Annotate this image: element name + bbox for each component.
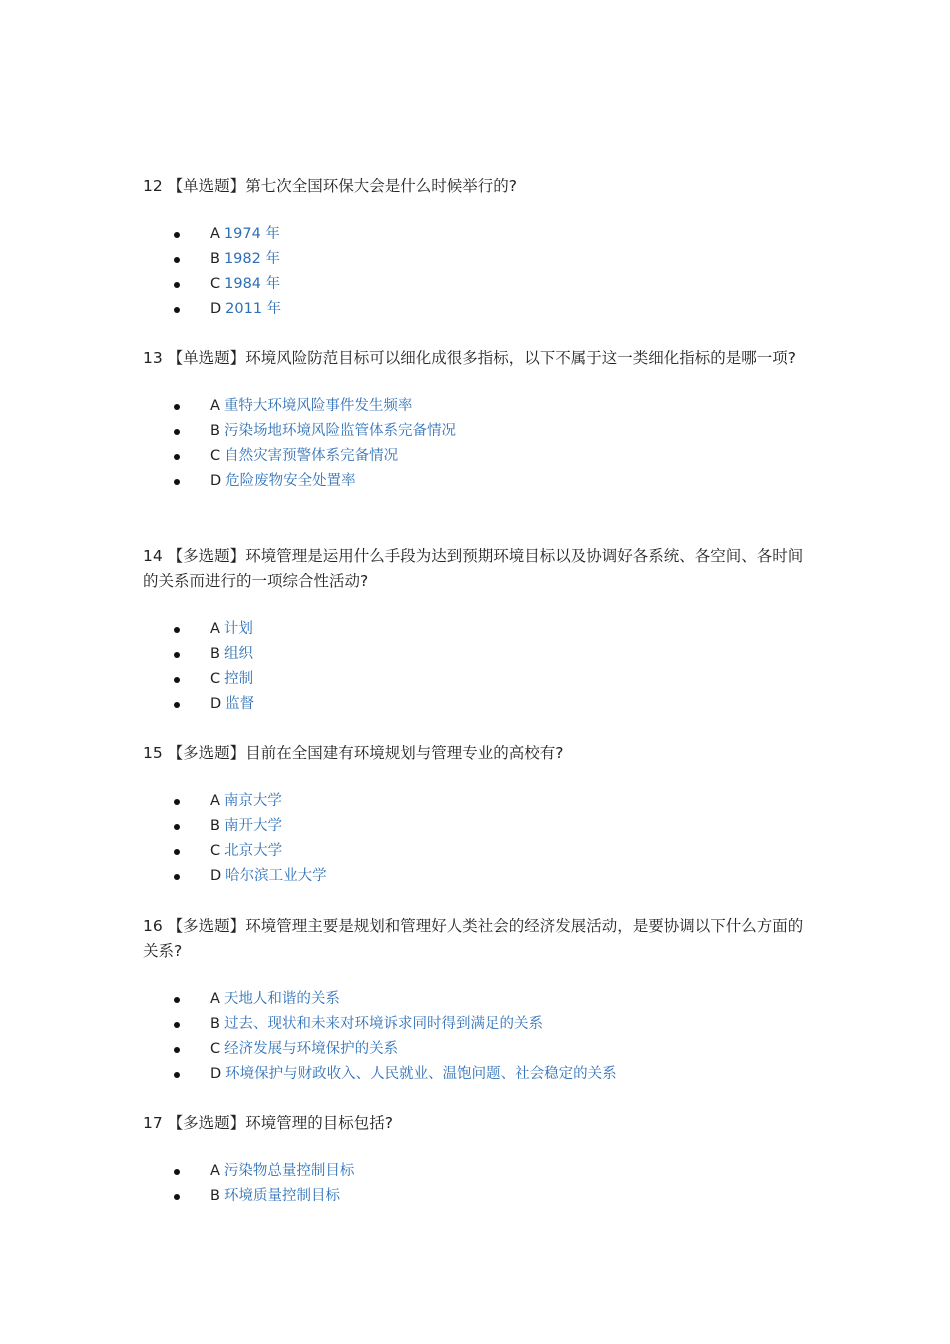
question-type: 【多选题】 [167, 1114, 246, 1132]
question-stem: 第七次全国环保大会是什么时候举行的? [245, 177, 517, 195]
question-stem: 环境管理是运用什么手段为达到预期环境目标以及协调好各系统、各空间、各时间的关系而进行的一项综合性活动? [143, 547, 804, 590]
question-type: 【单选题】 [167, 177, 246, 195]
option-link[interactable]: 环境质量控制目标 [223, 1188, 340, 1204]
question-14 [143, 544, 808, 717]
bullet-icon [174, 874, 180, 880]
list-item[interactable] [143, 1062, 808, 1087]
bullet-icon [174, 799, 180, 805]
list-item[interactable] [143, 617, 808, 642]
bullet-icon [174, 677, 180, 683]
question-number: 16 [143, 917, 163, 935]
question-stem: 目前在全国建有环境规划与管理专业的高校有? [245, 744, 564, 762]
question-number: 12 [143, 177, 163, 195]
option-link[interactable]: 自然灾害预警体系完备情况 [224, 448, 399, 464]
option-link[interactable]: 经济发展与环境保护的关系 [224, 1041, 399, 1057]
option-letter: A [210, 621, 220, 637]
option-link[interactable]: 1984 年 [224, 276, 281, 292]
option-link[interactable]: 监督 [225, 696, 255, 712]
question-text [143, 346, 808, 371]
option-link[interactable]: 控制 [224, 671, 254, 687]
bullet-icon [174, 1169, 180, 1175]
list-item[interactable] [143, 272, 808, 297]
list-item[interactable] [143, 987, 808, 1012]
option-letter: B [210, 818, 220, 834]
option-link[interactable]: 重特大环境风险事件发生频率 [223, 398, 413, 414]
list-item[interactable] [143, 444, 808, 469]
option-letter: D [210, 696, 222, 712]
bullet-icon [174, 257, 180, 263]
option-letter: D [210, 473, 222, 489]
question-13 [143, 346, 808, 494]
option-letter: D [210, 301, 222, 317]
question-16 [143, 914, 808, 1087]
option-list [143, 789, 808, 889]
option-list [143, 987, 808, 1087]
bullet-icon [174, 1047, 180, 1053]
list-item[interactable] [143, 839, 808, 864]
bullet-icon [174, 479, 180, 485]
question-number: 17 [143, 1114, 163, 1132]
option-link[interactable]: 1982 年 [223, 251, 280, 267]
list-item[interactable] [143, 789, 808, 814]
list-item[interactable] [143, 247, 808, 272]
question-text [143, 544, 808, 594]
list-item[interactable] [143, 642, 808, 667]
list-item[interactable] [143, 1184, 808, 1209]
bullet-icon [174, 1194, 180, 1200]
option-letter: C [210, 448, 221, 464]
bullet-icon [174, 997, 180, 1003]
question-number: 15 [143, 744, 163, 762]
list-item[interactable] [143, 419, 808, 444]
list-item[interactable] [143, 814, 808, 839]
option-link[interactable]: 哈尔滨工业大学 [225, 868, 327, 884]
option-link[interactable]: 计划 [223, 621, 253, 637]
bullet-icon [174, 232, 180, 238]
list-item[interactable] [143, 667, 808, 692]
list-item[interactable] [143, 394, 808, 419]
option-letter: B [210, 423, 220, 439]
option-link[interactable]: 组织 [223, 646, 253, 662]
option-link[interactable]: 污染物总量控制目标 [223, 1163, 355, 1179]
option-link[interactable]: 南京大学 [223, 793, 282, 809]
list-item[interactable] [143, 1012, 808, 1037]
list-item[interactable] [143, 297, 808, 322]
question-type: 【单选题】 [167, 349, 246, 367]
question-type: 【多选题】 [167, 744, 246, 762]
option-letter: C [210, 843, 221, 859]
option-letter: C [210, 1041, 221, 1057]
option-link[interactable]: 环境保护与财政收入、人民就业、温饱问题、社会稳定的关系 [225, 1066, 617, 1082]
option-link[interactable]: 过去、现状和未来对环境诉求同时得到满足的关系 [223, 1016, 543, 1032]
option-list [143, 617, 808, 717]
option-link[interactable]: 污染场地环境风险监管体系完备情况 [223, 423, 456, 439]
bullet-icon [174, 282, 180, 288]
question-type: 【多选题】 [167, 917, 246, 935]
list-item[interactable] [143, 1159, 808, 1184]
question-12 [143, 174, 808, 322]
option-letter: A [210, 1163, 220, 1179]
option-link[interactable]: 2011 年 [225, 301, 282, 317]
question-number: 14 [143, 547, 163, 565]
question-stem: 环境管理的目标包括? [245, 1114, 393, 1132]
question-15 [143, 741, 808, 889]
bullet-icon [174, 849, 180, 855]
bullet-icon [174, 702, 180, 708]
list-item[interactable] [143, 469, 808, 494]
question-text [143, 174, 808, 199]
question-text [143, 1111, 808, 1136]
bullet-icon [174, 454, 180, 460]
option-letter: D [210, 868, 222, 884]
option-letter: A [210, 398, 220, 414]
question-stem: 环境风险防范目标可以细化成很多指标，以下不属于这一类细化指标的是哪一项? [245, 349, 796, 367]
question-stem: 环境管理主要是规划和管理好人类社会的经济发展活动，是要协调以下什么方面的关系? [143, 917, 804, 960]
option-list [143, 394, 808, 494]
bullet-icon [174, 652, 180, 658]
option-list [143, 222, 808, 322]
bullet-icon [174, 404, 180, 410]
question-17 [143, 1111, 808, 1209]
bullet-icon [174, 824, 180, 830]
bullet-icon [174, 1072, 180, 1078]
option-link[interactable]: 天地人和谐的关系 [223, 991, 340, 1007]
option-link[interactable]: 危险废物安全处置率 [225, 473, 356, 489]
option-letter: A [210, 991, 220, 1007]
bullet-icon [174, 627, 180, 633]
question-type: 【多选题】 [167, 547, 246, 565]
option-letter: A [210, 793, 220, 809]
question-text [143, 741, 808, 766]
option-list [143, 1159, 808, 1209]
list-item[interactable] [143, 1037, 808, 1062]
list-item[interactable] [143, 864, 808, 889]
option-letter: B [210, 1016, 220, 1032]
question-text [143, 914, 808, 964]
option-letter: C [210, 671, 221, 687]
list-item[interactable] [143, 222, 808, 247]
option-letter: D [210, 1066, 222, 1082]
bullet-icon [174, 1022, 180, 1028]
option-link[interactable]: 北京大学 [224, 843, 283, 859]
option-link[interactable]: 南开大学 [223, 818, 282, 834]
option-letter: A [210, 226, 220, 242]
option-letter: B [210, 1188, 220, 1204]
bullet-icon [174, 429, 180, 435]
option-link[interactable]: 1974 年 [223, 226, 280, 242]
bullet-icon [174, 307, 180, 313]
option-letter: C [210, 276, 221, 292]
option-letter: B [210, 251, 220, 267]
option-letter: B [210, 646, 220, 662]
list-item[interactable] [143, 692, 808, 717]
question-number: 13 [143, 349, 163, 367]
